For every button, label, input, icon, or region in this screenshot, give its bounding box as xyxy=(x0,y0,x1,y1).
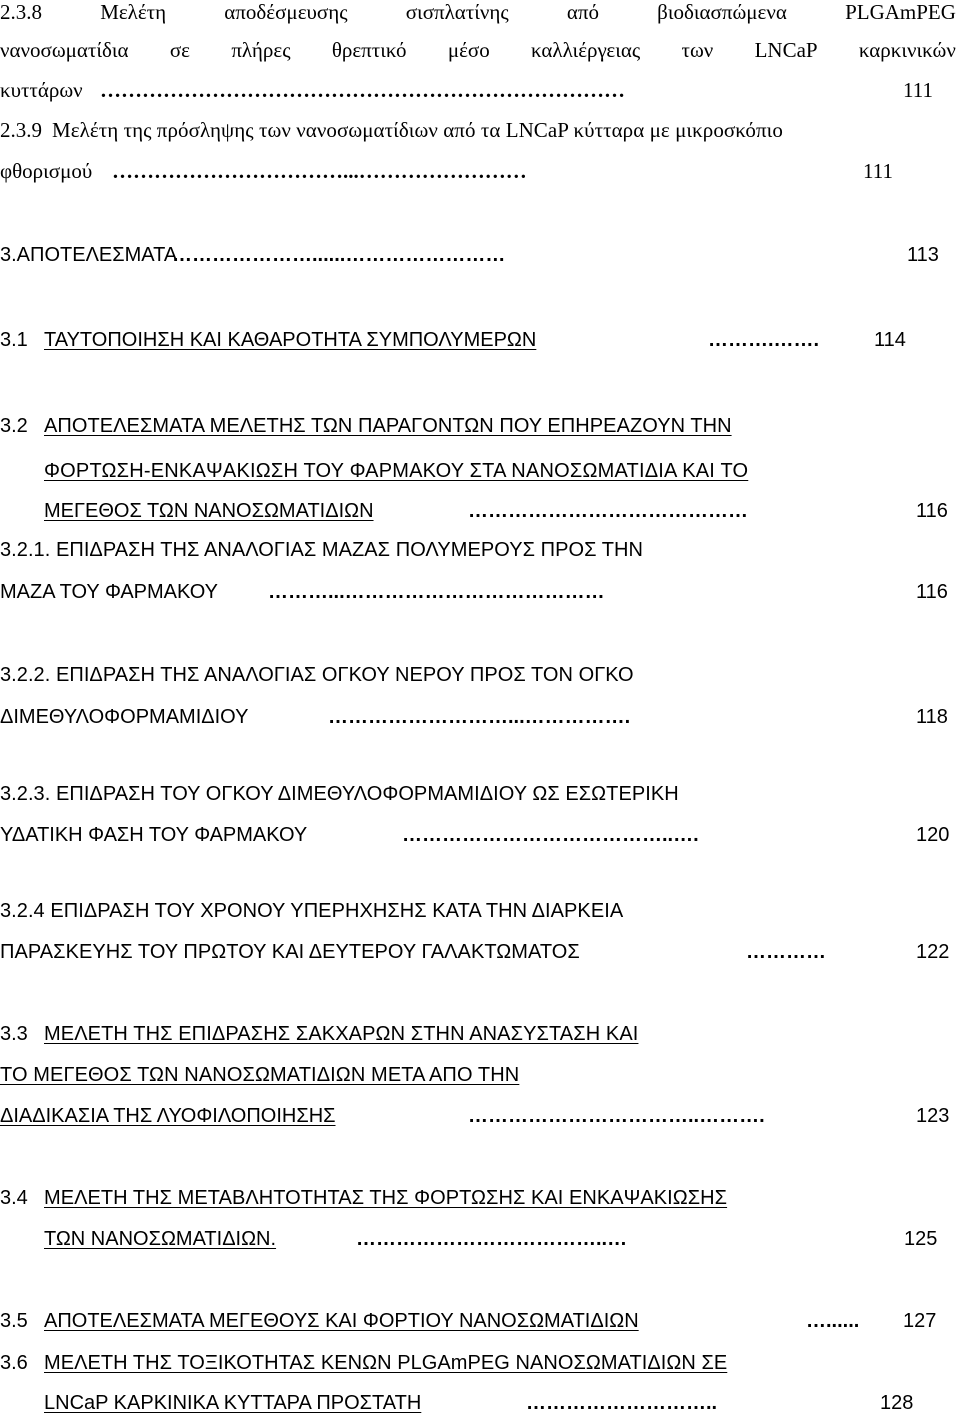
toc-page-number: 111 xyxy=(863,159,893,183)
toc-leader: ……………………………..………. xyxy=(468,1105,765,1127)
toc-page-number: 128 xyxy=(880,1392,914,1414)
toc-page-number: 111 xyxy=(903,78,933,102)
toc-number: 2.3.8 xyxy=(0,0,42,24)
toc-leader: ………………………...……………. xyxy=(328,706,631,728)
toc-page-number: 122 xyxy=(916,941,950,963)
toc-leader: ……………………………...…………………… xyxy=(112,159,527,183)
toc-page-number: 118 xyxy=(916,706,948,728)
toc-leader: …...... xyxy=(806,1310,860,1332)
toc-title: ΑΠΟΤΕΛΕΣΜΑΤΑ ΜΕΓΕΘΟΥΣ ΚΑΙ ΦΟΡΤΙΟΥ ΝΑΝΟΣΩΜΑΤΙΔΙΩΝ xyxy=(44,1310,639,1332)
toc-page-number: 125 xyxy=(904,1228,938,1250)
toc-leader: …………………………………… xyxy=(468,500,748,522)
toc-title: LNCaP ΚΑΡΚΙΝΙΚΑ ΚΥΤΤΑΡΑ ΠΡΟΣΤΑΤΗ xyxy=(44,1392,422,1414)
toc-title: 3.ΑΠΟΤΕΛΕΣΜΑΤΑ xyxy=(0,244,178,266)
toc-leader: ………… xyxy=(746,941,826,963)
toc-title: ΤΑΥΤΟΠΟΙΗΣΗ ΚΑΙ ΚΑΘΑΡΟΤΗΤΑ ΣΥΜΠΟΛΥΜΕΡΩΝ xyxy=(44,329,537,351)
toc-title: ΦΟΡΤΩΣΗ-ΕΝΚΑΨΑΚΙΩΣΗ ΤΟΥ ΦΑΡΜΑΚΟΥ ΣΤΑ ΝΑΝΟΣΩΜΑΤΙΔΙΑ ΚΑΙ ΤΟ xyxy=(44,460,749,482)
toc-page-number: 114 xyxy=(874,329,906,351)
toc-title: 3.2.4 ΕΠΙΔΡΑΣΗ ΤΟΥ ΧΡΟΝΟΥ ΥΠΕΡΗΧΗΣΗΣ ΚΑΤΑ ΤΗΝ ΔΙΑΡΚΕΙΑ xyxy=(0,900,624,922)
toc-title: ΜΕΛΕΤΗ ΤΗΣ ΜΕΤΑΒΛΗΤΟΤΗΤΑΣ ΤΗΣ ΦΟΡΤΩΣΗΣ ΚΑΙ ΕΝΚΑΨΑΚΙΩΣΗΣ xyxy=(44,1187,728,1209)
toc-entry-2-3-8-line2[interactable]: νανοσωματίδια σε πλήρες θρεπτικό μέσο καλλιέργειας των LNCaP καρκινικών xyxy=(0,38,956,62)
toc-title: ΜΑΖΑ ΤΟΥ ΦΑΡΜΑΚΟΥ xyxy=(0,581,218,603)
toc-title: ΠΑΡΑΣΚΕΥΗΣ ΤΟΥ ΠΡΩΤΟΥ ΚΑΙ ΔΕΥΤΕΡΟΥ ΓΑΛΑΚΤΩΜΑΤΟΣ xyxy=(0,941,580,963)
toc-title: ΜΕΛΕΤΗ ΤΗΣ ΤΟΞΙΚΟΤΗΤΑΣ ΚΕΝΩΝ PLGAmPEG ΝΑΝΟΣΩΜΑΤΙΔΙΩΝ ΣΕ xyxy=(44,1352,728,1374)
toc-page-number: 116 xyxy=(916,581,948,603)
toc-title: 3.2.1. ΕΠΙΔΡΑΣΗ ΤΗΣ ΑΝΑΛΟΓΙΑΣ ΜΑΖΑΣ ΠΟΛΥΜΕΡΟΥΣ ΠΡΟΣ ΤΗΝ xyxy=(0,539,644,561)
toc-title: ΥΔΑΤΙΚΗ ΦΑΣΗ ΤΟΥ ΦΑΡΜΑΚΟΥ xyxy=(0,824,308,846)
toc-title: ΔΙΑΔΙΚΑΣΙΑ ΤΗΣ ΛΥΟΦΙΛΟΠΟΙΗΣΗΣ xyxy=(0,1105,336,1127)
toc-title: ΜΕΓΕΘΟΣ ΤΩΝ ΝΑΝΟΣΩΜΑΤΙΔΙΩΝ xyxy=(44,500,374,522)
toc-title: ΔΙΜΕΘΥΛΟΦΟΡΜΑΜΙΔΙΟΥ xyxy=(0,706,249,728)
toc-number: 3.5 xyxy=(0,1310,28,1332)
toc-leader: …………………......…………………… xyxy=(172,244,506,266)
toc-title: Μελέτη της πρόσληψης των νανοσωματίδιων από τα LNCaP κύτταρα με μικροσκόπιο xyxy=(52,118,783,142)
toc-title: ΤΟ ΜΕΓΕΘΟΣ ΤΩΝ ΝΑΝΟΣΩΜΑΤΙΔΙΩΝ ΜΕΤΑ ΑΠΟ ΤΗΝ xyxy=(0,1064,520,1086)
toc-leader: ………………………………………………………………… xyxy=(100,78,625,102)
toc-entry-2-3-8-line1[interactable]: 2.3.8 Μελέτη αποδέσμευσης σισπλατίνης από βιοδιασπώμενα PLGAmPEG xyxy=(0,0,956,24)
toc-number: 3.3 xyxy=(0,1023,28,1045)
toc-title: φθορισμού xyxy=(0,159,93,183)
toc-number: 3.4 xyxy=(0,1187,28,1209)
toc-leader: …………………………………..…. xyxy=(402,824,699,846)
toc-page-number: 123 xyxy=(916,1105,950,1127)
toc-page-number: 120 xyxy=(916,824,950,846)
toc-number: 3.6 xyxy=(0,1352,28,1374)
toc-number: 3.1 xyxy=(0,329,28,351)
toc-title: ΑΠΟΤΕΛΕΣΜΑΤΑ ΜΕΛΕΤΗΣ ΤΩΝ ΠΑΡΑΓΟΝΤΩΝ ΠΟΥ ΕΠΗΡΕΑΖΟΥΝ ΤΗΝ xyxy=(44,415,732,437)
toc-title: 3.2.2. ΕΠΙΔΡΑΣΗ ΤΗΣ ΑΝΑΛΟΓΙΑΣ ΟΓΚΟΥ ΝΕΡΟΥ ΠΡΟΣ ΤΟΝ ΟΓΚΟ xyxy=(0,664,634,686)
toc-leader: ……….……. xyxy=(708,329,820,351)
toc-title: 3.2.3. ΕΠΙΔΡΑΣΗ ΤΟΥ ΟΓΚΟΥ ΔΙΜΕΘΥΛΟΦΟΡΜΑΜΙΔΙΟΥ ΩΣ ΕΣΩΤΕΡΙΚΗ xyxy=(0,783,679,805)
toc-leader: ………………………………..… xyxy=(356,1228,628,1250)
toc-leader: ………...………………………………… xyxy=(268,581,605,603)
toc-page-number: 113 xyxy=(907,244,939,266)
toc-page-number: 116 xyxy=(916,500,948,522)
toc-title: κυττάρων xyxy=(0,78,83,102)
toc-title: ΜΕΛΕΤΗ ΤΗΣ ΕΠΙΔΡΑΣΗΣ ΣΑΚΧΑΡΩΝ ΣΤΗΝ ΑΝΑΣΥΣΤΑΣΗ ΚΑΙ xyxy=(44,1023,639,1045)
toc-title: ΤΩΝ ΝΑΝΟΣΩΜΑΤΙΔΙΩΝ. xyxy=(44,1228,277,1250)
toc-leader: ……………………….. xyxy=(526,1392,718,1414)
toc-number: 3.2 xyxy=(0,415,28,437)
toc-page-number: 127 xyxy=(903,1310,937,1332)
toc-number: 2.3.9 xyxy=(0,118,42,142)
